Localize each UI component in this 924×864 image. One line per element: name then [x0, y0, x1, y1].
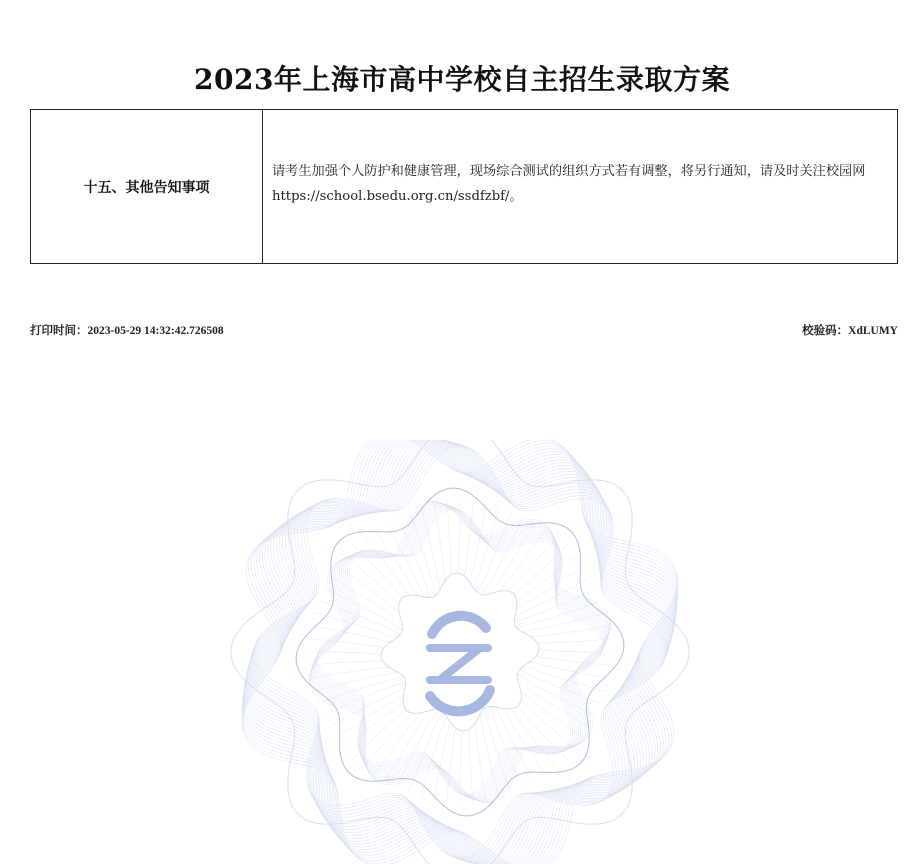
print-time-label: 打印时间：: [30, 325, 88, 337]
verification-code-value: XdLUMY: [848, 325, 898, 337]
print-time: [30, 322, 224, 338]
print-time-value: 2023-05-29 14:32:42.726508: [87, 325, 224, 337]
verification-code-label: 校验码：: [802, 325, 849, 337]
notice-table: [30, 109, 898, 264]
verification-code: [802, 322, 898, 338]
notice-label-cell: [31, 110, 263, 263]
notice-label: 十五、其他告知事项: [83, 179, 210, 196]
notice-content-cell: [263, 110, 897, 263]
center-logo-icon: [381, 573, 539, 731]
notice-content: 请考生加强个人防护和健康管理，现场综合测试的组织方式若有调整，将另行通知，请及时关注校园网https://school.bsedu.org.cn/ssdfzbf/。: [272, 164, 866, 204]
page-title: 2023年上海市高中学校自主招生录取方案: [194, 63, 730, 96]
guilloche-watermark-icon: [200, 440, 720, 864]
print-footer: [30, 322, 898, 338]
